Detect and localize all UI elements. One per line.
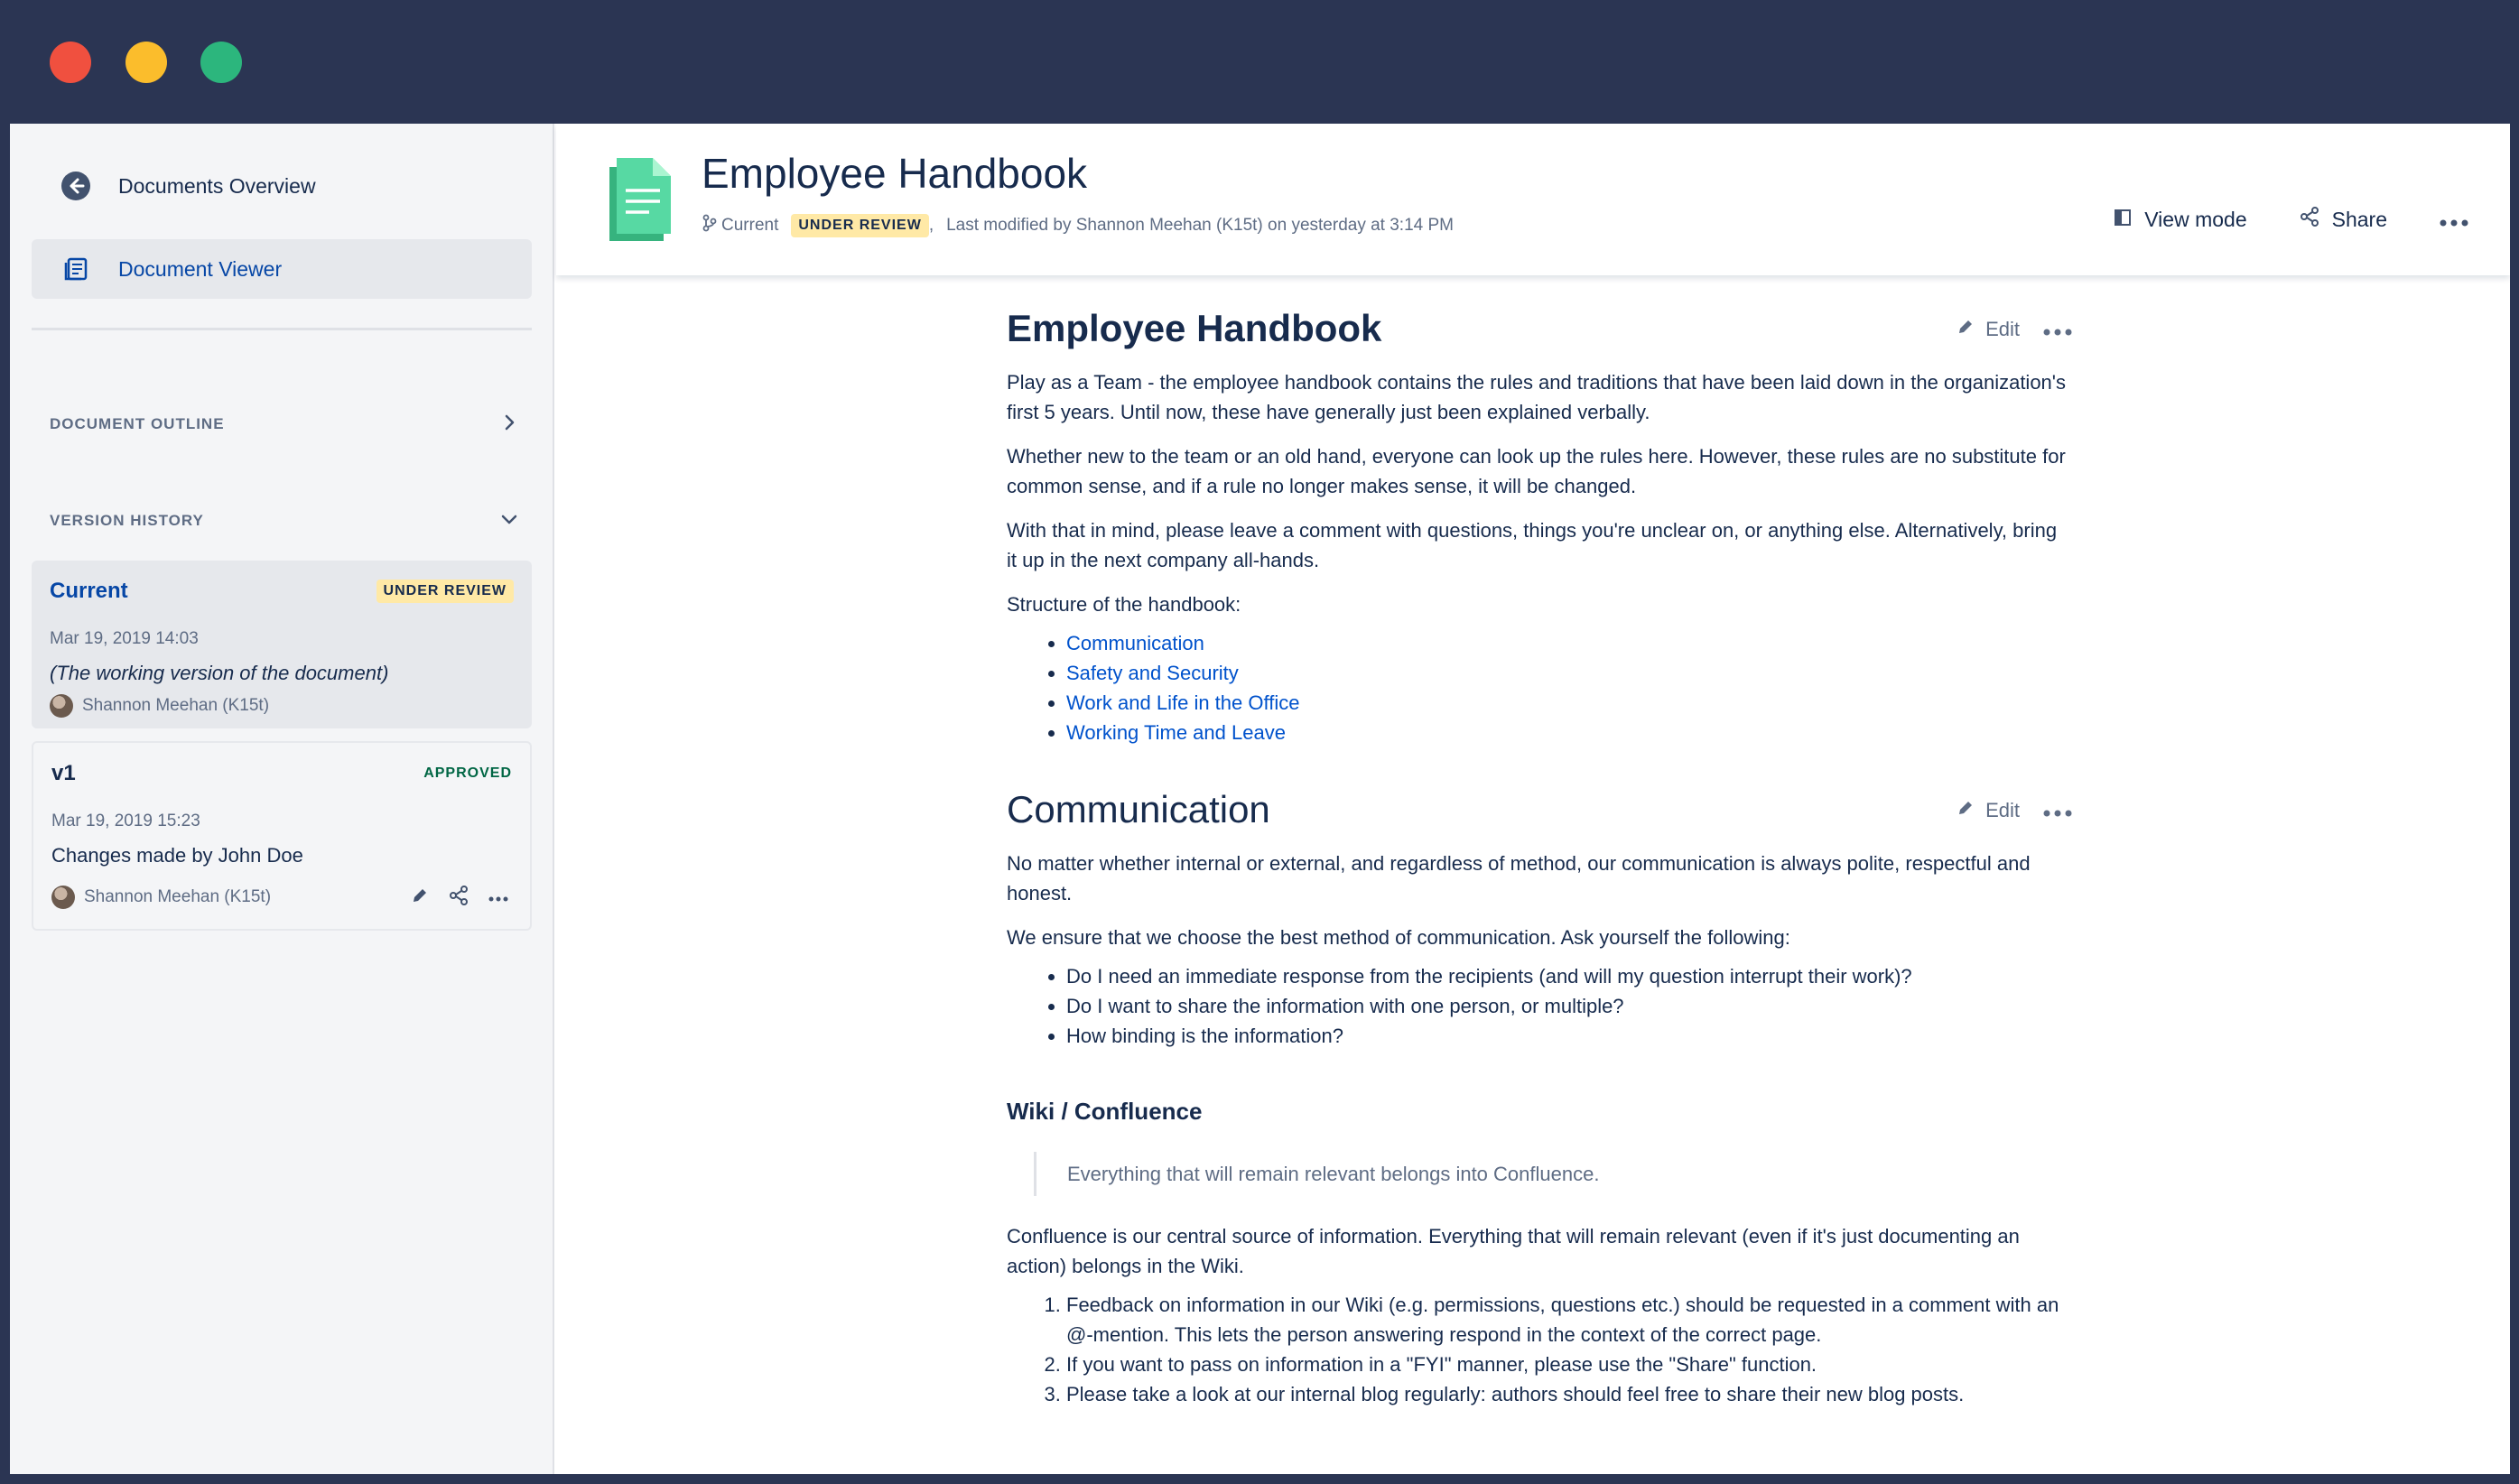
document-viewer-icon — [60, 254, 91, 284]
avatar — [50, 694, 73, 718]
meta-separator: , — [928, 216, 934, 235]
paragraph: Structure of the handbook: — [1007, 593, 1241, 616]
edit-section-button[interactable] — [1957, 795, 2020, 825]
version-branch[interactable] — [702, 214, 778, 237]
share-label: Share — [2331, 207, 2387, 231]
document-outline-title: DOCUMENT OUTLINE — [50, 415, 225, 432]
author-name: Shannon Meehan (K15t) — [84, 887, 272, 906]
version-date: Mar 19, 2019 14:03 — [50, 629, 199, 648]
version-history-title: VERSION HISTORY — [50, 512, 204, 529]
list-item: • How binding is the information? — [1066, 1021, 2072, 1051]
version-date: Mar 19, 2019 15:23 — [51, 812, 200, 830]
close-window-button[interactable] — [50, 42, 91, 83]
edit-label: Edit — [1985, 317, 2020, 340]
list-item: 1. Feedback on information in our Wiki (e.g. permissions, questions etc.) should be requested in a comment with an @-mention. This lets the person answering respond in the context of the correct page. — [1066, 1290, 2072, 1350]
blockquote: Everything that will remain relevant belongs into Confluence. — [1034, 1152, 2072, 1196]
documents-overview-link[interactable] — [32, 156, 532, 216]
list-item — [1066, 718, 2072, 747]
version-history-toggle[interactable] — [50, 503, 519, 539]
status-badge: APPROVED — [423, 765, 512, 781]
version-name: Current — [50, 579, 128, 603]
paragraph: We ensure that we choose the best method of communication. Ask yourself the following: — [1007, 926, 1790, 949]
document-content — [1007, 304, 2072, 1409]
pencil-icon[interactable] — [411, 886, 429, 909]
link-communication[interactable]: Communication — [1066, 632, 1204, 654]
window-titlebar — [0, 0, 2519, 124]
sidebar — [10, 124, 554, 1474]
branch-label: Current — [721, 216, 779, 235]
version-author — [50, 694, 269, 718]
pencil-icon — [1957, 795, 1975, 825]
view-mode-icon — [2114, 208, 2132, 232]
minimize-window-button[interactable] — [125, 42, 167, 83]
author-name: Shannon Meehan (K15t) — [82, 696, 270, 715]
more-options-icon[interactable] — [488, 890, 508, 906]
document-header — [556, 124, 2510, 275]
document-outline-toggle[interactable] — [50, 406, 519, 442]
list-item — [1066, 688, 2072, 718]
edit-label: Edit — [1985, 798, 2020, 821]
view-mode-button[interactable] — [2114, 208, 2246, 232]
view-mode-label: View mode — [2144, 207, 2247, 231]
paragraph: Whether new to the team or an old hand, everyone can look up the rules here. However, these rules are no substitute for common sense, and if a rule no longer makes sense, it will be changed. — [1007, 445, 2066, 497]
paragraph: Confluence is our central source of information. Everything that will remain relevant (even if it's just documenting an action) belongs in the Wiki. — [1007, 1225, 2020, 1277]
list-item: 2. If you want to pass on information in a "FYI" manner, please use the "Share" function. — [1066, 1350, 2072, 1379]
share-button[interactable] — [2300, 207, 2387, 232]
wiki-heading: Wiki / Confluence — [1007, 1098, 1203, 1125]
version-card-current[interactable] — [32, 561, 532, 728]
communication-questions — [1007, 961, 2072, 1051]
version-description: (The working version of the document) — [50, 662, 389, 684]
list-item: 3. Please take a look at our internal blog regularly: authors should feel free to share their new blog posts. — [1066, 1379, 2072, 1409]
list-item — [1066, 658, 2072, 688]
communication-heading: Communication — [1007, 788, 1270, 830]
document-meta — [702, 214, 1454, 237]
header-actions — [2114, 207, 2468, 232]
section-heading-row — [1007, 785, 2072, 834]
structure-list — [1007, 628, 2072, 747]
section-heading-row — [1007, 304, 2072, 353]
app-window — [10, 124, 2510, 1474]
link-safety[interactable]: Safety and Security — [1066, 662, 1239, 684]
document-viewer-label: Document Viewer — [118, 256, 283, 281]
status-badge: UNDER REVIEW — [791, 214, 928, 237]
list-item: • Do I want to share the information with one person, or multiple? — [1066, 991, 2072, 1021]
documents-overview-label: Documents Overview — [118, 173, 316, 198]
list-item: • Do I need an immediate response from the recipients (and will my question interrupt their work)? — [1066, 961, 2072, 991]
version-name: v1 — [51, 761, 76, 785]
branch-icon — [702, 214, 718, 237]
pencil-icon — [1957, 314, 1975, 344]
document-heading: Employee Handbook — [1007, 307, 1382, 349]
back-arrow-icon — [60, 171, 91, 201]
section-actions — [1957, 795, 2072, 825]
last-modified-text: Last modified by Shannon Meehan (K15t) on yesterday at 3:14 PM — [946, 216, 1454, 235]
page-title: Employee Handbook — [702, 150, 1088, 197]
avatar — [51, 886, 75, 909]
sidebar-divider — [32, 328, 532, 330]
section-more-icon[interactable] — [2043, 314, 2072, 344]
paragraph: With that in mind, please leave a comment with questions, things you're unclear on, or anything else. Alternatively, bring it up in the next company all-hands. — [1007, 519, 2058, 571]
document-icon — [602, 154, 674, 247]
more-actions-button[interactable] — [2440, 208, 2468, 232]
status-badge: UNDER REVIEW — [376, 580, 514, 603]
version-actions — [411, 886, 508, 910]
version-card-v1[interactable] — [32, 741, 532, 931]
list-item — [1066, 628, 2072, 658]
wiki-steps — [1007, 1290, 2072, 1409]
link-working-time[interactable]: Working Time and Leave — [1066, 721, 1286, 744]
section-actions — [1957, 314, 2072, 344]
maximize-window-button[interactable] — [200, 42, 242, 83]
edit-section-button[interactable] — [1957, 314, 2020, 344]
version-description: Changes made by John Doe — [51, 844, 303, 867]
paragraph: Play as a Team - the employee handbook contains the rules and traditions that have been laid down in the organization's first 5 years. Until now, these have generally just been explained verbally. — [1007, 371, 2066, 423]
document-viewer-link[interactable] — [32, 239, 532, 299]
section-more-icon[interactable] — [2043, 795, 2072, 825]
more-options-icon — [2440, 208, 2468, 232]
share-icon — [2300, 207, 2319, 232]
chevron-right-icon — [499, 413, 519, 437]
chevron-down-icon — [499, 509, 519, 533]
paragraph: No matter whether internal or external, and regardless of method, our communication is always polite, respectful and honest. — [1007, 852, 2031, 904]
version-author — [51, 886, 271, 909]
share-icon[interactable] — [449, 886, 469, 910]
link-work-life[interactable]: Work and Life in the Office — [1066, 691, 1300, 714]
